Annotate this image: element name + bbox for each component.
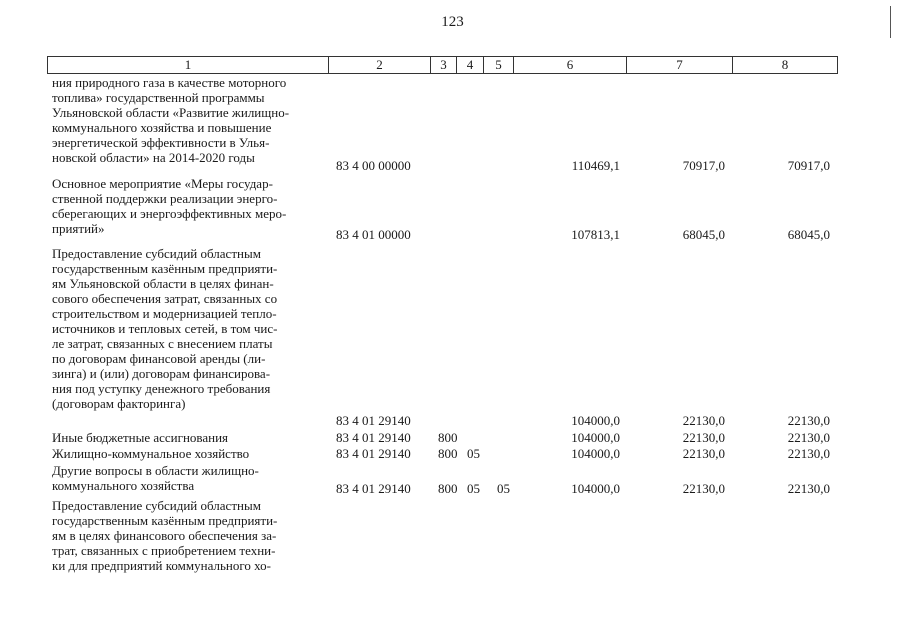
row-code: 83 4 01 29140 — [336, 413, 411, 428]
row-code: 83 4 01 29140 — [336, 446, 411, 461]
row-description: Жилищно-коммунальное хозяйство — [52, 446, 250, 461]
table-header — [47, 56, 838, 74]
row-value-8: 22130,0 — [787, 481, 830, 496]
row-value-8: 68045,0 — [787, 227, 830, 242]
row-code-3: 800 — [438, 481, 458, 496]
row-description: Иные бюджетные ассигнования — [52, 430, 229, 445]
row-code: 83 4 01 29140 — [336, 481, 411, 496]
row-description: Предоставление субсидий областным государственным казённым предприяти- ям Ульяновской области в целях финан- сового обеспечения затрат, связанных со строительством и модернизацией тепло- источников и тепловых сетей, в том чис- ле затрат, связанных с внесением платы по договорам финансовой аренды (ли- зинга) и (или) договорам финансирова- ния под уступку денежного требования (договорам факторинга) — [52, 246, 278, 411]
row-value-6: 104000,0 — [571, 413, 620, 428]
row-description: Другие вопросы в области жилищно- коммунального хозяйства — [52, 463, 259, 493]
row-description: Основное мероприятие «Меры государ- ственной поддержки реализации энерго- сберегающих и энергоэффективных меро- приятий» — [52, 176, 287, 236]
page-number: 123 — [441, 14, 464, 30]
row-value-7: 22130,0 — [682, 413, 725, 428]
row-value-8: 22130,0 — [787, 446, 830, 461]
row-value-6: 104000,0 — [571, 481, 620, 496]
row-value-6: 110469,1 — [571, 158, 620, 173]
row-value-6: 107813,1 — [571, 227, 620, 242]
header-col-8: 8 — [732, 57, 838, 73]
row-code: 83 4 00 00000 — [336, 158, 411, 173]
row-description: ния природного газа в качестве моторного топлива» государственной программы Ульяновской области «Развитие жилищно- коммунального хозяйства и повышение энергетической эффективности в Улья- новской области» на 2014-2020 годы — [52, 75, 290, 165]
row-code-5: 05 — [497, 481, 510, 496]
header-col-4: 4 — [456, 57, 483, 73]
header-col-2: 2 — [328, 57, 430, 73]
row-code-3: 800 — [438, 446, 458, 461]
row-value-7: 22130,0 — [682, 481, 725, 496]
header-col-7: 7 — [626, 57, 732, 73]
row-value-8: 70917,0 — [787, 158, 830, 173]
row-value-7: 68045,0 — [682, 227, 725, 242]
row-value-7: 22130,0 — [682, 430, 725, 445]
margin-rule — [890, 6, 891, 38]
row-code-4: 05 — [467, 481, 480, 496]
header-col-1: 1 — [47, 57, 328, 73]
header-col-5: 5 — [483, 57, 513, 73]
row-code: 83 4 01 29140 — [336, 430, 411, 445]
row-code-4: 05 — [467, 446, 480, 461]
header-col-3: 3 — [430, 57, 456, 73]
header-col-6: 6 — [513, 57, 626, 73]
row-value-7: 22130,0 — [682, 446, 725, 461]
row-value-6: 104000,0 — [571, 430, 620, 445]
row-code: 83 4 01 00000 — [336, 227, 411, 242]
row-value-8: 22130,0 — [787, 430, 830, 445]
row-value-8: 22130,0 — [787, 413, 830, 428]
row-value-6: 104000,0 — [571, 446, 620, 461]
row-value-7: 70917,0 — [682, 158, 725, 173]
row-code-3: 800 — [438, 430, 458, 445]
row-description: Предоставление субсидий областным государственным казённым предприяти- ям в целях финансового обеспечения за- трат, связанных с приобретением техни- ки для предприятий коммунального хо- — [52, 498, 278, 573]
